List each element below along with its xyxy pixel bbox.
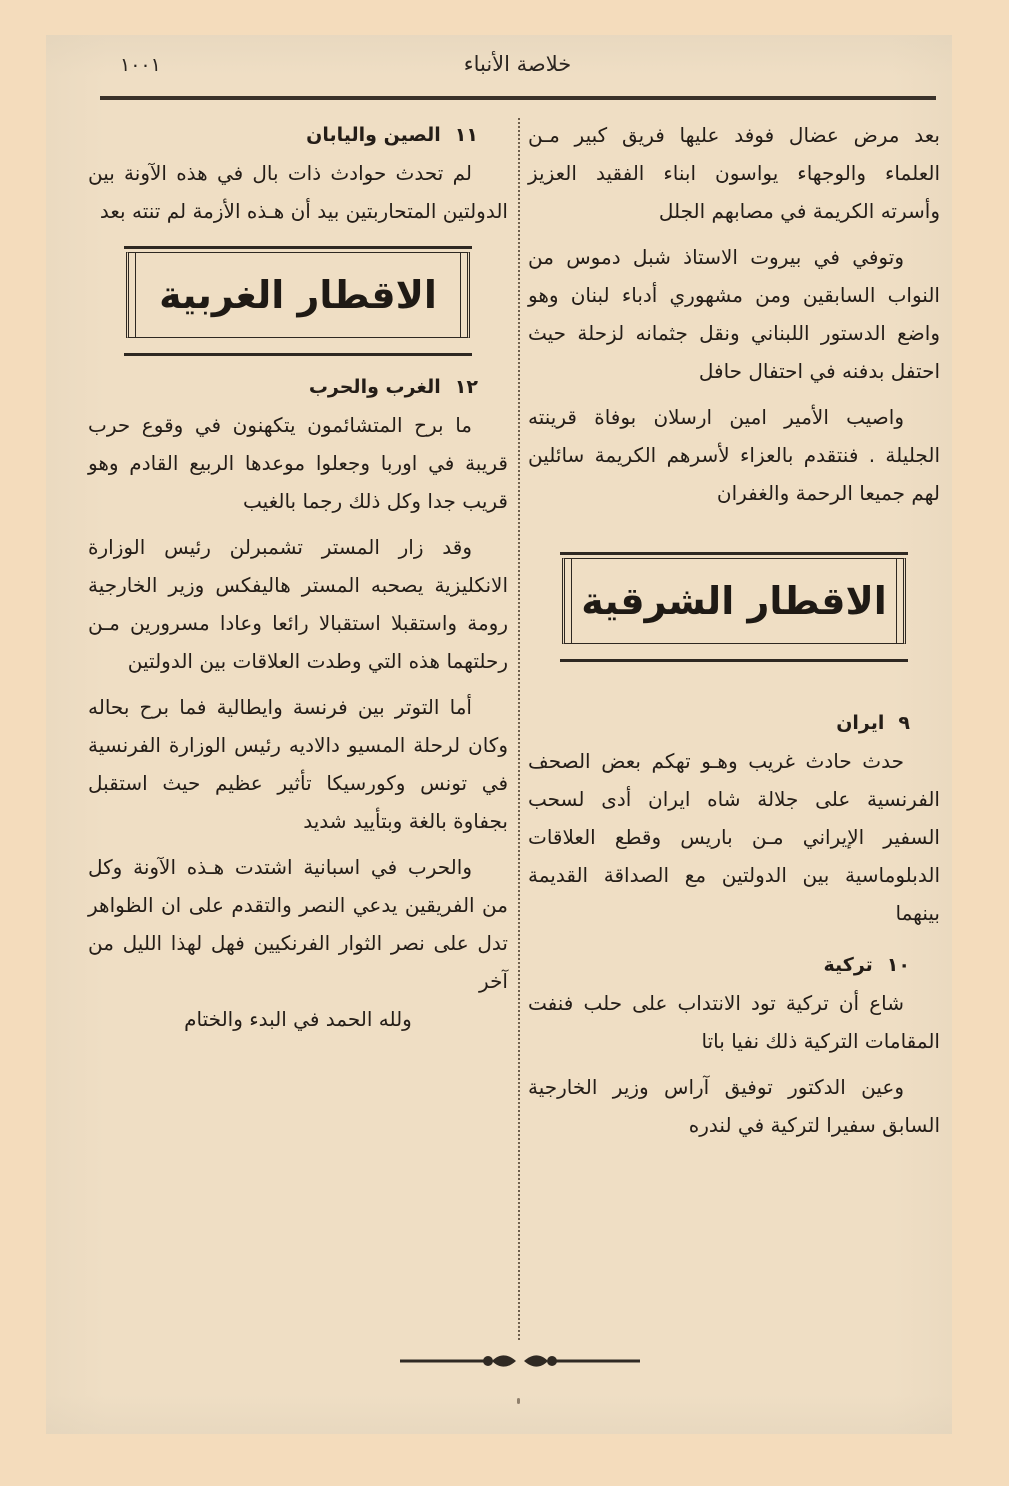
paragraph-amin-arslan: واصيب الأمير امين ارسلان بوفاة قرينته الجليلة . فنتقدم بالعزاء لأسرهم الكريمة سائلين لهم جميعا الرحمة والغفران bbox=[528, 405, 940, 505]
paragraph-turkey-aleppo: شاع أن تركية تود الانتداب على حلب فنفت المقامات التركية ذلك نفيا باتا bbox=[528, 991, 940, 1053]
section-heading-west-war bbox=[88, 368, 508, 406]
column-divider bbox=[518, 118, 520, 1340]
section-title: الغرب والحرب bbox=[308, 376, 441, 398]
section-title: الصين واليابان bbox=[306, 124, 441, 146]
paragraph-france-italy: أما التوتر بين فرنسة وايطالية فما برح بحاله وكان لرحلة المسيو دالاديه رئيس الوزارة الفرنسية في تونس وكورسيكا تأثير عظيم حيث استقبل بجفاوة بالغة وبتأييد شديد bbox=[88, 695, 508, 833]
page-number: ١٠٠١ bbox=[120, 54, 161, 76]
right-column bbox=[528, 116, 940, 1144]
left-column bbox=[88, 116, 508, 1038]
banner-eastern-regions bbox=[560, 552, 908, 662]
section-number: ١٢ bbox=[454, 376, 478, 398]
banner-western-regions bbox=[124, 246, 472, 356]
paragraph-shibl-dammus: وتوفي في بيروت الاستاذ شبل دموس من النواب السابقين ومن مشهوري أدباء لبنان وهو واضع الدستور اللبناني ونقل جثمانه لزحلة حيث احتفل بدفنه في احتفال حافل bbox=[528, 245, 940, 383]
paragraph-chamberlain-visit: وقد زار المستر تشمبرلن رئيس الوزارة الانكليزية يصحبه المستر هاليفكس وزير الخارجية رومة واستقبلا استقبالا رائعا وعادا مسرورين مـن رحلتهما هذه التي وطدت العلاقات بين الدولتين bbox=[88, 535, 508, 673]
banner-frame bbox=[126, 252, 470, 338]
page-header bbox=[100, 48, 935, 88]
header-rule bbox=[100, 96, 936, 100]
section-heading-china-japan bbox=[88, 116, 508, 154]
section-number: ٩ bbox=[898, 712, 910, 734]
section-number: ١١ bbox=[454, 124, 478, 146]
paragraph-iran: حدث حادث غريب وهـو تهكم بعض الصحف الفرنسية على جلالة شاه ايران أدى لسحب السفير الإيراني مـن باريس وقطع العلاقات الدبلوماسية بين الدولتين مع الصداقة القديمة بينهما bbox=[528, 749, 940, 925]
running-title: خلاصة الأنباء bbox=[463, 52, 572, 76]
paragraph-turkey-ambassador: وعين الدكتور توفيق آراس وزير الخارجية السابق سفيرا لتركية في لندره bbox=[528, 1075, 940, 1137]
closing-line: ولله الحمد في البدء والختام bbox=[184, 1007, 412, 1031]
section-title: تركية bbox=[823, 954, 873, 976]
paragraph-spain-war: والحرب في اسبانية اشتدت هـذه الآونة وكل من الفريقين يدعي النصر والتقدم على ان الظواهر تدل على نصر الثوار الفرنكيين فهل لهذا الليل من آخر bbox=[88, 855, 508, 993]
paragraph-pessimists: ما برح المتشائمون يتكهنون في وقوع حرب قريبة في اوربا وجعلوا موعدها الربيع القادم وهو قريب جدا وكل ذلك رجما بالغيب bbox=[88, 413, 508, 513]
ink-blot bbox=[517, 1398, 520, 1404]
banner-title: الاقطار الشرقية bbox=[581, 579, 887, 623]
section-heading-iran bbox=[528, 704, 940, 742]
paragraph-condolence-continued: بعد مرض عضال فوفد عليها فريق كبير مـن العلماء والوجهاء يواسون ابناء الفقيد العزيز وأسرته الكريمة في مصابهم الجلل bbox=[528, 123, 940, 223]
paragraph-china-japan: لم تحدث حوادث ذات بال في هذه الآونة بين الدولتين المتحاربتين بيد أن هـذه الأزمة لم تنته بعد bbox=[88, 161, 508, 223]
end-divider-ornament-icon bbox=[400, 1352, 640, 1370]
banner-title: الاقطار الغربية bbox=[159, 273, 437, 317]
banner-frame bbox=[562, 558, 906, 644]
section-heading-turkey bbox=[528, 946, 940, 984]
section-title: ايران bbox=[836, 712, 885, 734]
section-number: ١٠ bbox=[886, 954, 910, 976]
